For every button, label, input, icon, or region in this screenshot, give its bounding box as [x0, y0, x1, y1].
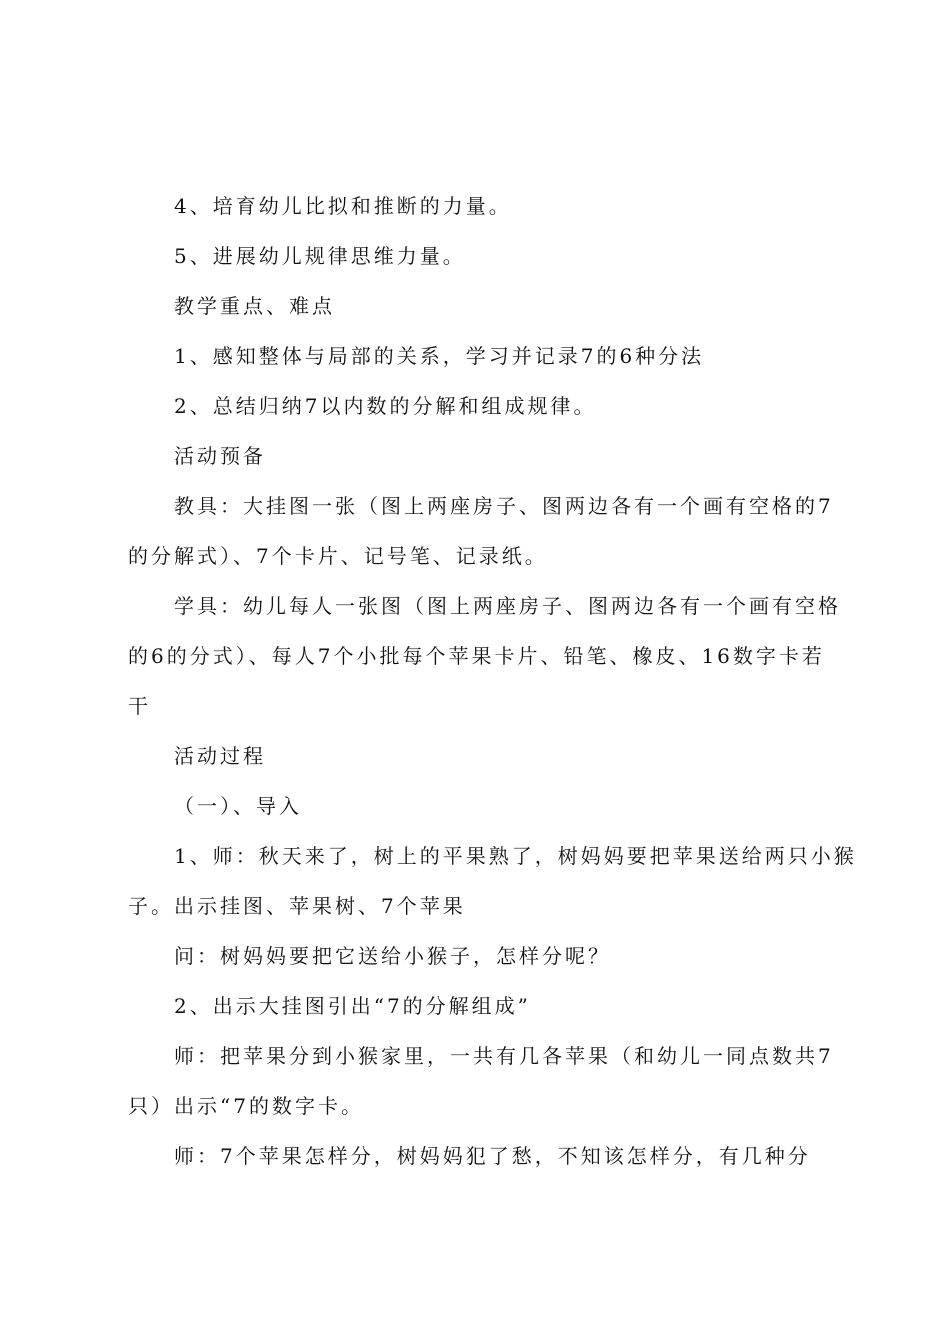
subsection-heading-intro: （一）、导入 — [174, 794, 302, 818]
paragraph-key-point-1: 1、感知整体与局部的关系，学习并记录7的6种分法 — [174, 344, 705, 368]
paragraph-process-1-line-2: 子。出示挂图、苹果树、7个苹果 — [128, 894, 466, 918]
paragraph-goal-5: 5、进展幼儿规律思维力量。 — [174, 244, 466, 268]
paragraph-process-1-line-1: 1、师：秋天来了，树上的平果熟了，树妈妈要把苹果送给两只小猴 — [174, 844, 857, 868]
paragraph-learning-aids-line-3: 干 — [128, 694, 151, 718]
section-heading-process: 活动过程 — [174, 744, 266, 768]
paragraph-teaching-aids-line-2: 的分解式）、7个卡片、记号笔、记录纸。 — [128, 544, 548, 568]
paragraph-learning-aids-line-1: 学具：幼儿每人一张图（图上两座房子、图两边各有一个画有空格 — [174, 594, 841, 618]
paragraph-process-2: 2、出示大挂图引出“7的分解组成” — [174, 994, 531, 1018]
section-heading-preparation: 活动预备 — [174, 444, 266, 468]
paragraph-key-point-2: 2、总结归纳7以内数的分解和组成规律。 — [174, 394, 597, 418]
section-heading-key-points: 教学重点、难点 — [174, 294, 335, 318]
paragraph-teacher-2: 师：7个苹果怎样分，树妈妈犯了愁，不知该怎样分，有几种分 — [174, 1144, 811, 1168]
paragraph-teacher-1-line-1: 师：把苹果分到小猴家里，一共有几各苹果（和幼儿一同点数共7 — [174, 1044, 834, 1068]
paragraph-teaching-aids-line-1: 教具：大挂图一张（图上两座房子、图两边各有一个画有空格的7 — [174, 494, 834, 518]
paragraph-teacher-1-line-2: 只）出示“7的数字卡。 — [128, 1094, 364, 1118]
paragraph-learning-aids-line-2: 的6的分式）、每人7个小批每个苹果卡片、铅笔、橡皮、16数字卡若 — [128, 644, 825, 668]
paragraph-goal-4: 4、培育幼儿比拟和推断的力量。 — [174, 194, 512, 218]
paragraph-question: 问：树妈妈要把它送给小猴子，怎样分呢？ — [174, 944, 611, 968]
